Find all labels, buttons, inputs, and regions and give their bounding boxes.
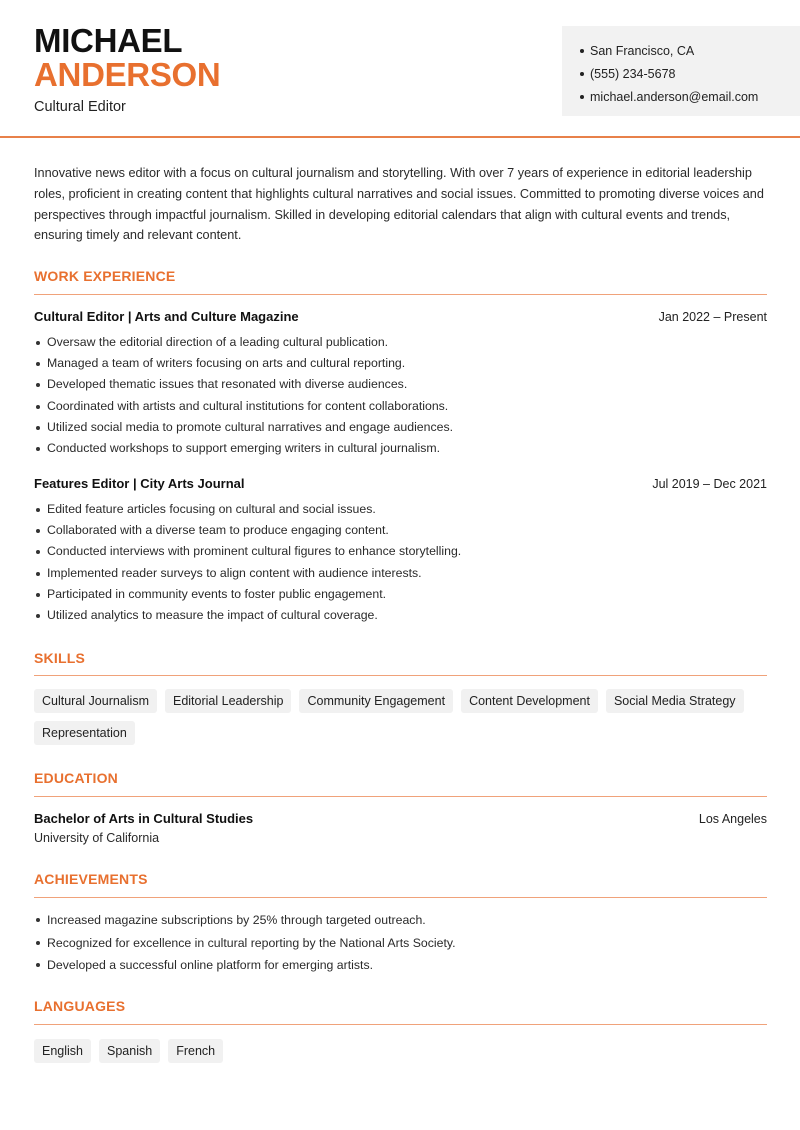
section-title-achievements: ACHIEVEMENTS — [34, 871, 148, 887]
contact-box — [562, 26, 800, 116]
achievements-list — [34, 909, 767, 977]
section-title-skills: SKILLS — [34, 650, 85, 666]
language-chip: French — [168, 1039, 223, 1063]
section-divider — [34, 796, 767, 797]
list-item: Managed a team of writers focusing on arts and cultural reporting. — [34, 353, 767, 374]
section-title-education: EDUCATION — [34, 770, 118, 786]
skill-chip: Cultural Journalism — [34, 689, 157, 713]
list-item: Developed thematic issues that resonated with diverse audiences. — [34, 374, 767, 395]
section-divider — [34, 897, 767, 898]
education-degree: Bachelor of Arts in Cultural Studies — [34, 811, 254, 826]
list-item: Edited feature articles focusing on cultural and social issues. — [34, 499, 767, 520]
bullet-icon — [580, 95, 584, 99]
summary-paragraph: Innovative news editor with a focus on cultural journalism and storytelling. With over 7 years of experience in editorial leadership roles, proficient in creating content that highlights cultural narratives and social issues. Committed to promoting diverse voices and perspectives through impactful journalism. Skilled in developing editorial calendars that align with cultural events and trends, ensuring timely and relevant content. — [34, 166, 764, 243]
languages-list — [34, 1039, 767, 1063]
list-item: Collaborated with a diverse team to produce engaging content. — [34, 520, 767, 541]
language-chip: English — [34, 1039, 91, 1063]
bullet-icon — [580, 72, 584, 76]
job-bullets-1 — [34, 332, 767, 459]
education-header — [34, 811, 767, 826]
list-item: Increased magazine subscriptions by 25% through targeted outreach. — [34, 909, 767, 932]
section-title-languages: LANGUAGES — [34, 998, 126, 1014]
resume-header — [0, 0, 800, 138]
contact-email[interactable]: michael.anderson@email.com — [580, 86, 800, 109]
first-name: MICHAEL — [34, 22, 183, 59]
job-date: Jul 2019 – Dec 2021 — [652, 477, 767, 491]
skills-list — [34, 689, 767, 745]
section-divider — [34, 294, 767, 295]
job-bullets-2 — [34, 499, 767, 626]
list-item: Oversaw the editorial direction of a leading cultural publication. — [34, 332, 767, 353]
section-title-work: WORK EXPERIENCE — [34, 268, 176, 284]
job-date: Jan 2022 – Present — [658, 310, 767, 324]
skill-chip: Community Engagement — [299, 689, 453, 713]
job-role: Features Editor | City Arts Journal — [34, 476, 245, 491]
candidate-name — [34, 24, 220, 92]
list-item: Conducted workshops to support emerging writers in cultural journalism. — [34, 438, 767, 459]
list-item: Developed a successful online platform for emerging artists. — [34, 954, 767, 977]
list-item: Participated in community events to foster public engagement. — [34, 584, 767, 605]
section-divider — [34, 1024, 767, 1025]
job-header-2 — [34, 476, 767, 491]
list-item: Utilized social media to promote cultural narratives and engage audiences. — [34, 417, 767, 438]
list-item: Implemented reader surveys to align content with audience interests. — [34, 563, 767, 584]
education-location: Los Angeles — [698, 812, 767, 826]
list-item: Coordinated with artists and cultural institutions for content collaborations. — [34, 396, 767, 417]
last-name: ANDERSON — [34, 56, 221, 93]
job-title: Cultural Editor — [34, 99, 126, 115]
education-school: University of California — [34, 831, 160, 845]
skill-chip: Representation — [34, 721, 135, 745]
language-chip: Spanish — [99, 1039, 160, 1063]
list-item: Recognized for excellence in cultural reporting by the National Arts Society. — [34, 932, 767, 955]
skill-chip: Content Development — [461, 689, 598, 713]
list-item: Utilized analytics to measure the impact of cultural coverage. — [34, 605, 767, 626]
job-role: Cultural Editor | Arts and Culture Magazine — [34, 309, 299, 324]
section-divider — [34, 675, 767, 676]
contact-location: San Francisco, CA — [580, 39, 800, 62]
contact-phone: (555) 234-5678 — [580, 62, 800, 85]
bullet-icon — [580, 49, 584, 53]
skill-chip: Social Media Strategy — [606, 689, 744, 713]
list-item: Conducted interviews with prominent cultural figures to enhance storytelling. — [34, 541, 767, 562]
job-header-1 — [34, 309, 767, 324]
skill-chip: Editorial Leadership — [165, 689, 292, 713]
